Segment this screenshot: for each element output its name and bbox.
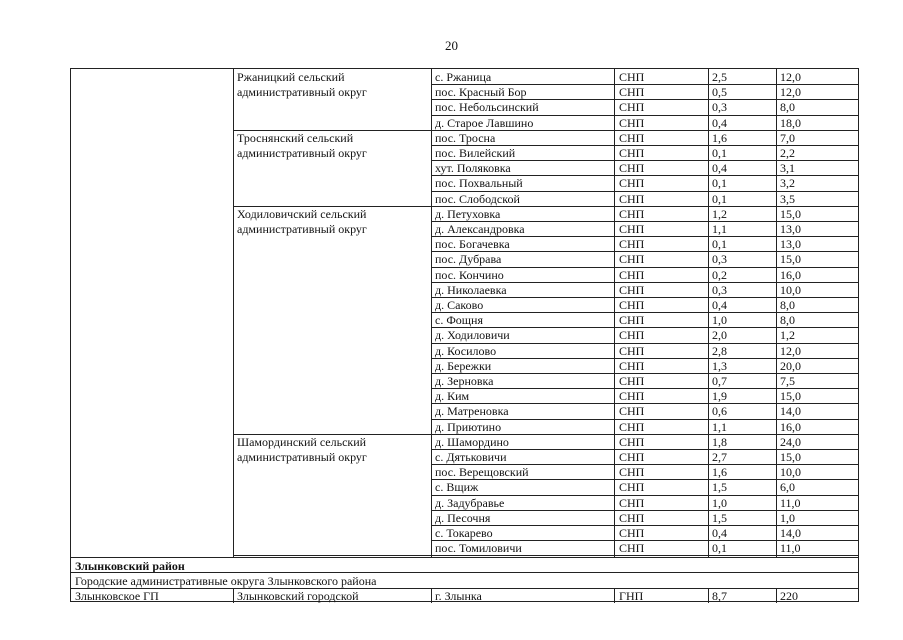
settlement-type: СНП (619, 192, 645, 206)
last-row-divider-3 (614, 588, 615, 603)
settlement-type: СНП (619, 465, 645, 479)
value-a: 0,7 (712, 374, 727, 388)
value-a: 0,1 (712, 146, 727, 160)
district-name: административный округ (237, 85, 367, 99)
value-b: 12,0 (780, 344, 801, 358)
place-name: д. Зерновка (435, 374, 494, 388)
district-name: административный округ (237, 449, 367, 464)
value-b: 8,0 (780, 313, 795, 327)
place-name: пос. Слободской (435, 192, 520, 206)
district-name: Шамординский сельский (237, 434, 367, 449)
value-a: 1,0 (712, 496, 727, 510)
value-a: 0,4 (712, 298, 727, 312)
settlement-type: СНП (619, 496, 645, 510)
settlement-type: СНП (619, 359, 645, 373)
value-b: 8,0 (780, 298, 795, 312)
place-name: пос. Небольсинский (435, 100, 539, 114)
value-a: 0,6 (712, 404, 727, 418)
district-name: Ржаницкий сельский (237, 70, 345, 84)
settlement-type: СНП (619, 526, 645, 540)
settlement-type: СНП (619, 298, 645, 312)
place-name: д. Песочня (435, 511, 491, 525)
value-b: 16,0 (780, 268, 801, 282)
place-name: д. Николаевка (435, 283, 507, 297)
district-name: административный округ (237, 221, 367, 236)
last-row-type: ГНП (619, 589, 644, 603)
col-divider-3 (614, 69, 615, 557)
place-name: д. Матреновка (435, 404, 509, 418)
value-a: 0,1 (712, 541, 727, 555)
place-name: д. Шамордино (435, 435, 509, 449)
value-b: 11,0 (780, 496, 801, 510)
col-divider-5 (776, 69, 777, 557)
settlement-type: СНП (619, 541, 645, 555)
value-b: 3,2 (780, 176, 795, 190)
place-name: пос. Томиловичи (435, 541, 522, 555)
section-title: Злынковский район (75, 559, 185, 573)
settlement-type: СНП (619, 268, 645, 282)
value-b: 3,5 (780, 192, 795, 206)
value-b: 6,0 (780, 480, 795, 494)
value-a: 0,1 (712, 237, 727, 251)
place-name: пос. Богачевка (435, 237, 510, 251)
last-row-col2: Злынковский городской (237, 589, 359, 603)
settlements-table (70, 68, 859, 602)
value-a: 2,8 (712, 344, 727, 358)
value-a: 0,5 (712, 85, 727, 99)
value-b: 15,0 (780, 207, 801, 221)
settlement-type: СНП (619, 176, 645, 190)
col-divider-4 (708, 69, 709, 557)
section-subtitle: Городские административные округа Злынковского района (75, 574, 377, 588)
district-name: Ходиловичский сельский (237, 206, 367, 221)
page-number: 20 (445, 38, 458, 53)
value-a: 0,4 (712, 116, 727, 130)
value-a: 2,5 (712, 70, 727, 84)
last-row-divider-4 (708, 588, 709, 603)
place-name: д. Ким (435, 389, 470, 403)
value-a: 0,2 (712, 268, 727, 282)
place-name: д. Александровка (435, 222, 525, 236)
last-row-divider-5 (776, 588, 777, 603)
district-name: административный округ (237, 145, 367, 160)
value-b: 24,0 (780, 435, 801, 449)
last-row-col1: Злынковское ГП (75, 589, 159, 603)
place-name: д. Ходиловичи (435, 328, 510, 342)
place-name: пос. Тросна (435, 131, 496, 145)
settlement-type: СНП (619, 100, 645, 114)
settlement-type: СНП (619, 420, 645, 434)
settlement-type: СНП (619, 283, 645, 297)
value-a: 0,3 (712, 283, 727, 297)
value-a: 1,9 (712, 389, 727, 403)
value-a: 2,7 (712, 450, 727, 464)
district-border (233, 555, 859, 556)
value-a: 1,3 (712, 359, 727, 373)
place-name: пос. Верещовский (435, 465, 529, 479)
value-b: 7,0 (780, 131, 795, 145)
value-a: 1,1 (712, 222, 727, 236)
value-a: 0,3 (712, 252, 727, 266)
place-name: д. Бережки (435, 359, 492, 373)
settlement-type: СНП (619, 328, 645, 342)
settlement-type: СНП (619, 161, 645, 175)
settlement-type: СНП (619, 146, 645, 160)
value-a: 1,6 (712, 465, 727, 479)
place-name: с. Фощня (435, 313, 483, 327)
place-name: пос. Красный Бор (435, 85, 527, 99)
settlement-type: СНП (619, 313, 645, 327)
place-name: хут. Поляковка (435, 161, 511, 175)
place-name: д. Саково (435, 298, 484, 312)
place-name: пос. Дубрава (435, 252, 502, 266)
settlement-type: СНП (619, 252, 645, 266)
place-name: пос. Похвальный (435, 176, 523, 190)
settlement-type: СНП (619, 85, 645, 99)
place-name: д. Задубравье (435, 496, 505, 510)
last-row-b: 220 (780, 589, 798, 603)
value-b: 18,0 (780, 116, 801, 130)
value-b: 16,0 (780, 420, 801, 434)
value-a: 0,1 (712, 176, 727, 190)
value-b: 13,0 (780, 222, 801, 236)
col-divider-1 (233, 69, 234, 557)
place-name: с. Вщиж (435, 480, 479, 494)
value-b: 20,0 (780, 359, 801, 373)
section-border (71, 572, 859, 573)
place-name: пос. Вилейский (435, 146, 516, 160)
settlement-type: СНП (619, 389, 645, 403)
value-b: 15,0 (780, 450, 801, 464)
value-a: 1,8 (712, 435, 727, 449)
last-row-divider-1 (233, 588, 234, 603)
value-a: 1,6 (712, 131, 727, 145)
value-b: 3,1 (780, 161, 795, 175)
place-name: с. Токарево (435, 526, 493, 540)
place-name: д. Старое Лавшино (435, 116, 534, 130)
last-row-divider-2 (431, 588, 432, 603)
settlement-type: СНП (619, 222, 645, 236)
value-a: 1,1 (712, 420, 727, 434)
value-b: 10,0 (780, 465, 801, 479)
value-b: 14,0 (780, 404, 801, 418)
value-b: 15,0 (780, 252, 801, 266)
settlement-type: СНП (619, 344, 645, 358)
settlement-type: СНП (619, 435, 645, 449)
settlement-type: СНП (619, 237, 645, 251)
settlement-type: СНП (619, 70, 645, 84)
place-name: с. Ржаница (435, 70, 492, 84)
district-name: Троснянский сельский (237, 130, 354, 145)
value-b: 13,0 (780, 237, 801, 251)
value-a: 0,4 (712, 161, 727, 175)
value-a: 0,4 (712, 526, 727, 540)
settlement-type: СНП (619, 374, 645, 388)
value-a: 1,5 (712, 480, 727, 494)
settlement-type: СНП (619, 207, 645, 221)
value-b: 1,2 (780, 328, 795, 342)
settlement-type: СНП (619, 480, 645, 494)
value-b: 8,0 (780, 100, 795, 114)
value-b: 12,0 (780, 85, 801, 99)
place-name: д. Приютино (435, 420, 502, 434)
value-a: 1,5 (712, 511, 727, 525)
value-b: 12,0 (780, 70, 801, 84)
value-b: 2,2 (780, 146, 795, 160)
place-name: д. Косилово (435, 344, 497, 358)
section-top-border (71, 557, 859, 558)
settlement-type: СНП (619, 131, 645, 145)
value-b: 1,0 (780, 511, 795, 525)
value-a: 1,2 (712, 207, 727, 221)
last-row-a: 8,7 (712, 589, 727, 603)
value-a: 1,0 (712, 313, 727, 327)
value-a: 0,1 (712, 192, 727, 206)
last-row-place: г. Злынка (435, 589, 482, 603)
value-a: 2,0 (712, 328, 727, 342)
value-b: 10,0 (780, 283, 801, 297)
value-b: 11,0 (780, 541, 801, 555)
settlement-type: СНП (619, 404, 645, 418)
place-name: с. Дятьковичи (435, 450, 507, 464)
col-divider-2 (431, 69, 432, 557)
settlement-type: СНП (619, 511, 645, 525)
value-b: 15,0 (780, 389, 801, 403)
place-name: пос. Кончино (435, 268, 504, 282)
value-b: 14,0 (780, 526, 801, 540)
place-name: д. Петуховка (435, 207, 501, 221)
settlement-type: СНП (619, 450, 645, 464)
value-a: 0,3 (712, 100, 727, 114)
settlement-type: СНП (619, 116, 645, 130)
value-b: 7,5 (780, 374, 795, 388)
